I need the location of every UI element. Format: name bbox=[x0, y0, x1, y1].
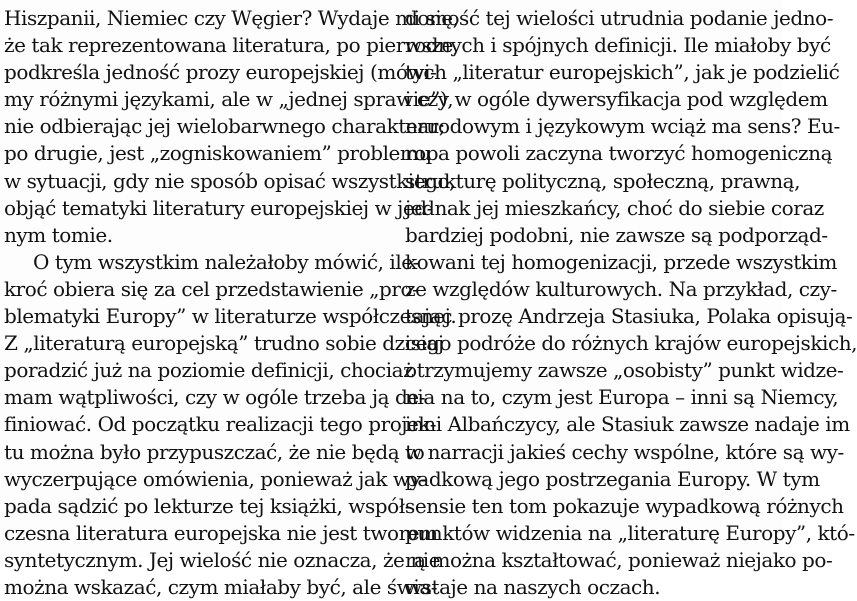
text-line: inni Albańczycy, ale Stasiuk zawsze nadaje im bbox=[405, 412, 850, 437]
text-line: nym tomie. bbox=[4, 222, 113, 247]
text-line: otrzymujemy zawsze „osobisty” punkt widze- bbox=[405, 358, 844, 383]
text-line: padkową jego postrzegania Europy. W tym bbox=[405, 466, 820, 491]
text-column-right bbox=[405, 5, 857, 601]
text-line: poradzić już na poziomie definicji, chociaż bbox=[4, 358, 414, 383]
text-line: O tym wszystkim należałoby mówić, ile- bbox=[33, 249, 419, 274]
text-line: sensie ten tom pokazuje wypadkową różnych bbox=[405, 493, 844, 518]
text-line: syntetycznym. Jej wielość nie oznacza, że nie bbox=[4, 547, 441, 572]
text-line: bardziej podobni, nie zawsze są podporząd- bbox=[405, 222, 828, 247]
text-line: blematyki Europy” w literaturze współczesnej. bbox=[4, 304, 457, 329]
text-line: ze względów kulturowych. Na przykład, czy- bbox=[405, 276, 837, 301]
text-line: jednak jej mieszkańcy, choć do siebie coraz bbox=[405, 195, 824, 220]
text-line: punktów widzenia na „literaturę Europy”, któ- bbox=[405, 520, 855, 545]
text-column-left bbox=[4, 5, 459, 601]
text-line: czesna literatura europejska nie jest tworem bbox=[4, 520, 438, 545]
text-line: objąć tematyki literatury europejskiej w jed- bbox=[4, 195, 433, 220]
text-line: pada sądzić po lekturze tej książki, współ- bbox=[4, 493, 412, 518]
text-line: wstaje na naszych oczach. bbox=[405, 574, 661, 599]
text-line: tu można było przypuszczać, że nie będą to bbox=[4, 439, 425, 464]
text-line: rodnych i spójnych definicji. Ile miałoby być bbox=[405, 33, 831, 58]
text-line: Z „literaturą europejską” trudno sobie dzisiaj bbox=[4, 331, 444, 356]
text-line: ropa powoli zaczyna tworzyć homogeniczną bbox=[405, 141, 833, 166]
text-line: w narracji jakieś cechy wspólne, które są wy- bbox=[405, 439, 844, 464]
text-line: domość tej wielości utrudnia podanie jedno- bbox=[405, 6, 834, 30]
text-line: po drugie, jest „zogniskowaniem” problemu bbox=[4, 141, 431, 166]
text-line: i czy w ogóle dywersyfikacja pod względem bbox=[405, 87, 828, 112]
text-line: tych „literatur europejskich”, jak je podzielić bbox=[405, 60, 840, 85]
text-line: finiować. Od początku realizacji tego projek- bbox=[4, 412, 437, 437]
text-line: tając prozę Andrzeja Stasiuka, Polaka opisują- bbox=[405, 304, 853, 329]
text-line: nia na to, czym jest Europa – inni są Niemcy, bbox=[405, 385, 839, 410]
text-line: rą można kształtować, ponieważ niejako po- bbox=[405, 547, 833, 572]
text-line: wyczerpujące omówienia, ponieważ jak wy- bbox=[4, 466, 427, 491]
text-line: nie odbierając jej wielobarwnego charakteru; bbox=[4, 114, 446, 139]
text-line: strukturę polityczną, społeczną, prawną, bbox=[405, 168, 801, 193]
text-line: my różnymi językami, ale w „jednej sprawie”), bbox=[4, 87, 454, 112]
text-line: kroć obiera się za cel przedstawienie „pro- bbox=[4, 276, 419, 301]
text-line: cego podróże do różnych krajów europejskich, bbox=[405, 331, 857, 356]
text-line: narodowym i językowym wciąż ma sens? Eu- bbox=[405, 114, 840, 139]
text-line: w sytuacji, gdy nie sposób opisać wszystkiego, bbox=[4, 168, 456, 193]
text-line: mam wątpliwości, czy w ogóle trzeba ją de- bbox=[4, 385, 426, 410]
text-line: kowani tej homogenizacji, przede wszystkim bbox=[405, 249, 837, 274]
text-line: że tak reprezentowana literatura, po pierwsze, bbox=[4, 33, 459, 58]
text-line: można wskazać, czym miałaby być, ale świa- bbox=[4, 574, 438, 599]
text-line: Hiszpanii, Niemiec czy Węgier? Wydaje mi się, bbox=[4, 6, 459, 30]
text-line: podkreśla jedność prozy europejskiej (mówi- bbox=[4, 60, 437, 85]
